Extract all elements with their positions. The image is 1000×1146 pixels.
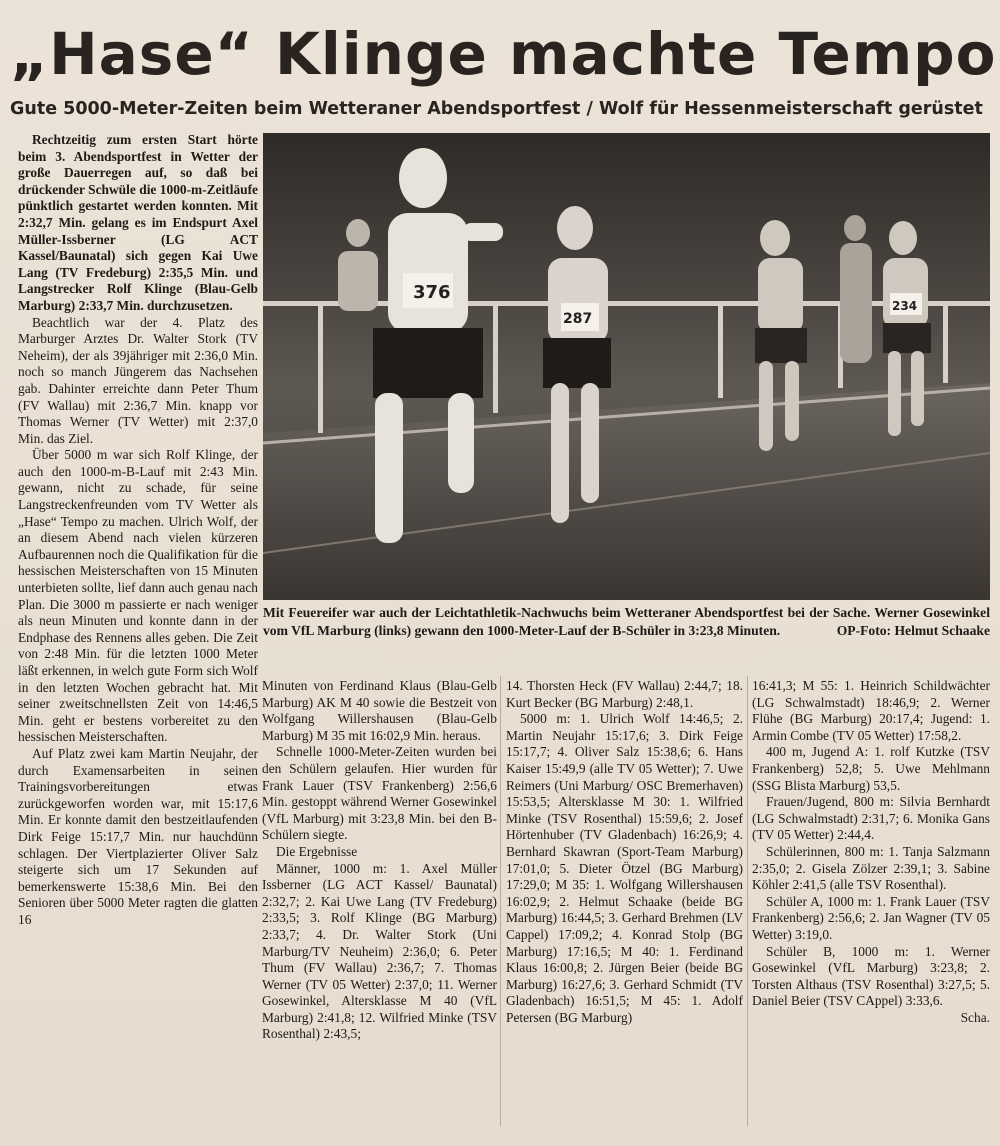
paragraph: Minuten von Ferdinand Klaus (Blau-Gelb Marburg) AK M 40 sowie die Bestzeit von Wolfgang Willershausen (Blau-Gelb Marburg) M 35 mit 16:02,9 Min. heraus. (262, 678, 497, 743)
race-photo (263, 133, 990, 600)
results-paragraph: Frauen/Jugend, 800 m: Silvia Bernhardt (LG Schwalmstadt) 2:31,7; 6. Monika Gans (TV 05 Wetter) 2:44,4. (752, 794, 990, 843)
bib-number: 287 (563, 311, 593, 327)
author-signature: Scha. (960, 1009, 990, 1025)
column-divider (747, 676, 748, 1126)
paragraph: Beachtlich war der 4. Platz des Marburger Arztes Dr. Walter Stork (TV Neheim), der als 39jähriger mit 2:36,0 Min. noch so manch Jüngerem das Nachsehen gab. Dahinter erreichte dann Peter Thum (FV Wallau) mit 2:36,7 Min. knapp vor Thomas Werner (TV Wetter) mit 2:37,0 Min. das Ziel. (18, 314, 258, 446)
bib-number: 234 (892, 299, 918, 313)
paragraph: Schnelle 1000-Meter-Zeiten wurden bei den Schülern gelaufen. Hier wurden für Frank Lauer (TSV Frankenberg) 2:56,6 Min. gestoppt während Werner Gosewinkel (VfL Marburg) mit 3:23,8 Min. bei den B-Schülern siegte. (262, 744, 497, 843)
results-heading: Die Ergebnisse (276, 843, 358, 859)
lead-paragraph: Rechtzeitig zum ersten Start hörte beim 3. Abendsportfest in Wetter der große Dauerregen auf, so daß bei drückender Schwüle die 1000-m-Zeitläufe pünktlich gestartet werden konnten. Mit 2:32,7 Min. gelang es im Endspurt Axel Müller-Issberner (LG ACT Kassel/Baunatal) sich gegen Kai Uwe Lang (TV Fredeburg) 2:35,5 Min. und Langstrecker Rolf Klinge (Blau-Gelb Marburg) 2:33,7 Min. durchzusetzen. (18, 132, 258, 313)
results-paragraph: 14. Thorsten Heck (FV Wallau) 2:44,7; 18. Kurt Becker (BG Marburg) 2:48,1. (506, 678, 743, 710)
article-column-4 (752, 678, 990, 1123)
photo-caption (263, 604, 990, 664)
photo-credit: OP-Foto: Helmut Schaake (836, 623, 990, 639)
column-divider (500, 676, 501, 1126)
results-paragraph: Schüler B, 1000 m: 1. Werner Gosewinkel (VfL Marburg) 3:23,8; 2. Torsten Althaus (TSV Rosenthal) 3:27,5; 5. Daniel Beier (TSV CAppel) 3:33,6. (752, 943, 990, 1009)
runners-illustration (263, 133, 990, 600)
caption-text: Mit Feuereifer war auch der Leichtathletik-Nachwuchs beim Wetteraner Abendsportfest bei der Sache. Werner Gosewinkel vom VfL Marburg (links) gewann den 1000-Meter-Lauf der B-Schüler in 3:23,8 Minuten. (263, 605, 990, 639)
paragraph: Über 5000 m war sich Rolf Klinge, der auch den 1000-m-B-Lauf mit 2:43 Min. gewann, nicht zu schade, für seine Langstreckenfreunden vom TV Wetter als „Hase“ Tempo zu machen. Ulrich Wolf, der an diesem Abend nach vielen kürzeren Aufbaurennen noch die Qualifikation für die hessischen Meisterschaften von 15 Minuten unterbieten sollte, lief dann auch genau nach Plan. Die 3000 m passierte er nach weniger als neun Minuten und konnte dann in der Endphase des Rennens alles geben. Die Zeit von 2:48 Min. für die letzten 1000 Meter läßt erkennen, in welch gute Form sich Wolf in den letzten Wochen gebracht hat. Mit seiner zweitschnellsten Zeit von 14:46,5 Min. geht er bestens vorbereitet zu den hessischen Meisterschaften. (18, 447, 258, 745)
results-paragraph: Männer, 1000 m: 1. Axel Müller Issberner (LG ACT Kassel/ Baunatal) 2:32,7; 2. Kai Uwe Lang (TV Fredeburg) 2:33,5; 3. Rolf Klinge (BG Marburg) 2:33,7; 4. Dr. Walter Stork (Uni Marburg/TV Neuheim) 2:36,0; 6. Peter Thum (FV Wallau) 2:36,7; 7. Thomas Werner (TV 05 Wetter) 2:37,0; 11. Werner Gosewinkel, Altersklasse M 40 (VfL Marburg) 2:41,8; 12. Wilfried Minke (TSV Rosenthal) 2:43,5; (262, 860, 497, 1042)
results-paragraph: Schüler A, 1000 m: 1. Frank Lauer (TSV Frankenberg) 2:56,6; 2. Jan Wagner (TV 05 Wetter) 3:19,0. (752, 893, 990, 942)
headline: „Hase“ Klinge machte Tempo (10, 20, 997, 88)
bib-number: 376 (413, 282, 451, 303)
article-column-2 (262, 678, 497, 1123)
results-paragraph: 5000 m: 1. Ulrich Wolf 14:46,5; 2. Martin Neujahr 15:17,6; 3. Dirk Feige 15:17,7; 4. Oliver Salz 15:38,6; 6. Hans Kaiser 15:49,9 (alle TV 05 Wetter); 7. Uwe Reimers (Uni Marburg/ OSC Bremerhaven) 15:53,5; Altersklasse M 30: 1. Wilfried Minke (TSV Rosenthal) 15:59,6; 2. Josef Hörtenhuber (TV Gladenbach) 16:26,9; 4. Bernhard Skawran (Sport-Team Marburg) 17:01,0; 5. Dieter Ötzel (BG Marburg) 17:29,0; M 35: 1. Wolfgang Willershausen 16:02,9; 2. Helmut Schaake (beide BG Marburg) 16:44,5; 3. Gerhard Brehmen (LV Cappel) 17:09,2; 4. Konrad Stolp (BG Marburg) 17:16,5; M 40: 1. Ferdinand Klaus 16:00,8; 2. Jürgen Beier (beide BG Marburg) 16:27,6; 3. Gerhard Schmidt (TV Gladenbach) 16:51,5; M 45: 1. Adolf Petersen (BG Marburg) (506, 711, 743, 1025)
article-column-1 (18, 132, 258, 1132)
results-paragraph: Schülerinnen, 800 m: 1. Tanja Salzmann 2:35,0; 2. Gisela Zölzer 2:39,1; 3. Sabine Köhler 2:41,5 (alle TSV Rosenthal). (752, 843, 990, 893)
paragraph: Auf Platz zwei kam Martin Neujahr, der durch Examensarbeiten in seinen Trainingsvorbereitungen etwas zurückgeworfen worden war, mit 15:17,6 Min. Er konnte damit den bestzeitlaufenden Dirk Feige 15:17,7 Min. nur hauchdünn schlagen. Der Viertplazierter Oliver Salz steigerte sich um 17 Sekunden auf bemerkenswerte 15:38,6 Min. Bei den Senioren über 5000 Meter ragten die glatten 16 (18, 745, 258, 927)
results-paragraph: 400 m, Jugend A: 1. rolf Kutzke (TSV Frankenberg) 52,8; 5. Uwe Mehlmann (SSG Blista Marburg) 53,5. (752, 744, 990, 793)
article-column-3 (506, 678, 743, 1123)
subheadline: Gute 5000-Meter-Zeiten beim Wetteraner Abendsportfest / Wolf für Hessenmeisterschaft gerüstet (10, 99, 983, 119)
results-paragraph: 16:41,3; M 55: 1. Heinrich Schildwächter (LG Schwalmstadt) 18:46,9; 2. Werner Flühe (BG Marburg) 20:17,4; Jugend: 1. Armin Combe (TV 05 Wetter) 17:58,2. (752, 678, 990, 743)
